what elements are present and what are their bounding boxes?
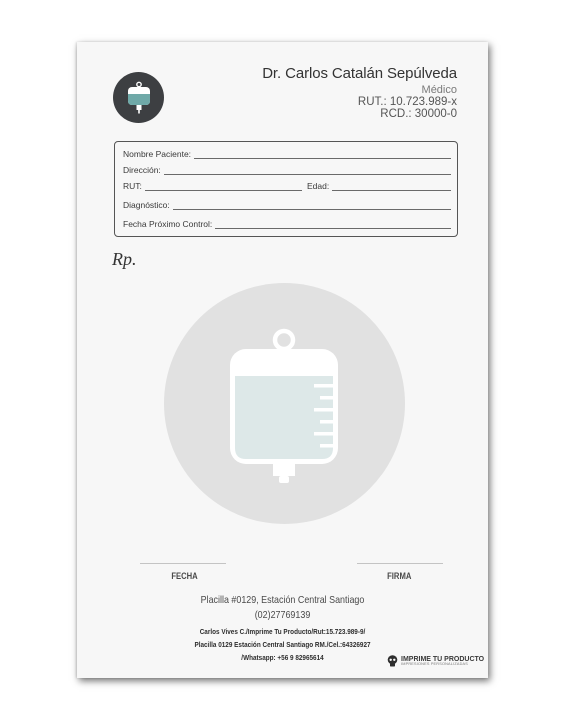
rut-line (145, 183, 302, 191)
age-field[interactable] (307, 181, 451, 191)
doctor-info (262, 66, 457, 121)
rut-field[interactable] (123, 181, 302, 191)
footer-line-3: /Whatsapp: +56 9 82965614 (241, 653, 324, 662)
firm-signature-line (357, 563, 443, 564)
doctor-title: Médico (421, 83, 457, 96)
footer-line-2: Placilla 0129 Estación Central Santiago RM./Cel.:64326927 (194, 640, 371, 649)
patient-name-field[interactable] (123, 149, 451, 159)
patient-form (114, 141, 458, 237)
rp-label: Rp. (112, 249, 137, 269)
date-signature-line (140, 563, 226, 564)
diagnosis-label: Diagnóstico: (123, 200, 170, 210)
age-line (332, 183, 451, 191)
next-control-field[interactable] (123, 219, 451, 229)
iv-bag-logo-icon (113, 72, 164, 123)
next-control-label: Fecha Próximo Control: (123, 219, 213, 229)
doctor-name: Dr. Carlos Catalán Sepúlveda (262, 65, 457, 82)
brand-tagline: IMPRESIONES PERSONALIZADAS (401, 661, 469, 666)
diagnosis-line (173, 202, 451, 210)
skull-icon (387, 655, 398, 667)
rut-label: RUT: (123, 181, 142, 191)
doctor-rcd: RCD.: 30000-0 (380, 108, 457, 121)
address-label: Dirección: (123, 165, 161, 175)
footer-address: Placilla #0129, Estación Central Santiago (200, 594, 365, 606)
address-line (164, 167, 451, 175)
patient-name-line (194, 151, 451, 159)
signature-label: FIRMA (387, 571, 412, 581)
brand-name: IMPRIME TU PRODUCTO (401, 655, 485, 663)
address-field[interactable] (123, 165, 451, 175)
iv-bag-watermark-icon (164, 283, 405, 524)
brand-logo (387, 655, 484, 667)
prescription-sheet (77, 42, 488, 678)
next-control-line (215, 221, 451, 229)
age-label: Edad: (307, 181, 330, 191)
diagnosis-field[interactable] (123, 200, 451, 210)
doctor-rut: RUT.: 10.723.989-x (357, 95, 457, 108)
footer-phone: (02)27769139 (254, 609, 311, 621)
date-label: FECHA (171, 571, 198, 581)
patient-name-label: Nombre Paciente: (123, 149, 192, 159)
footer-line-1: Carlos Vives C./Imprime Tu Producto/Rut:15.723.989-9/ (199, 627, 366, 636)
